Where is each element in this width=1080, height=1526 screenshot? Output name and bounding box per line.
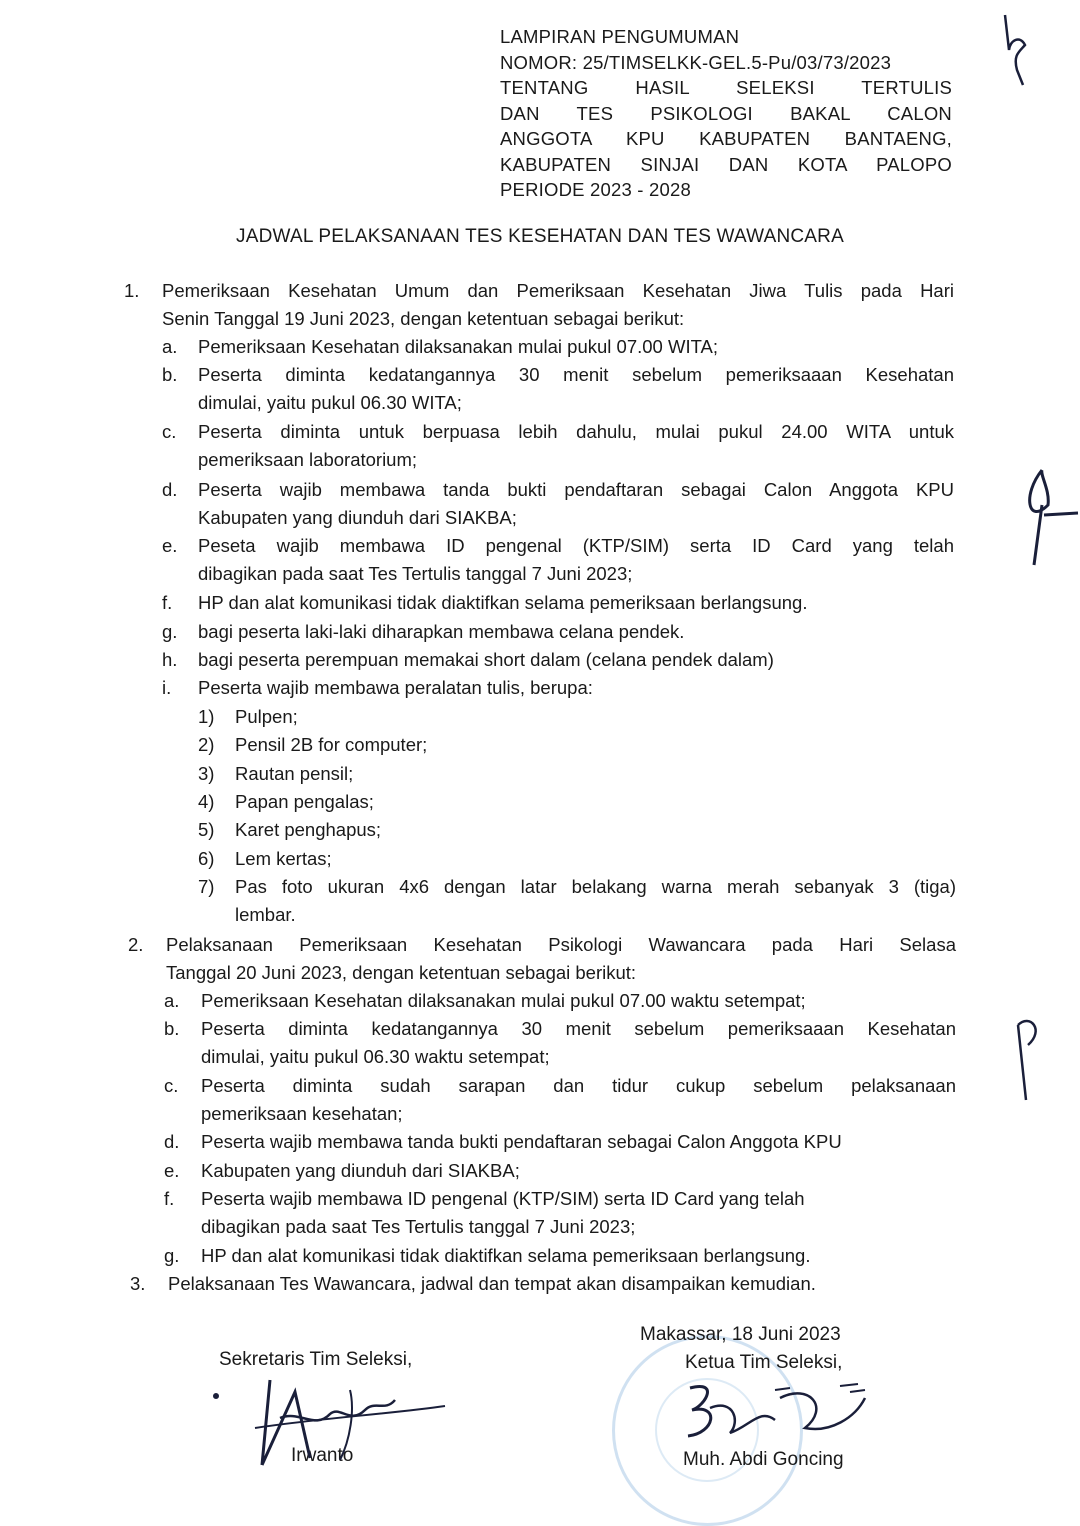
- item-text: HP dan alat komunikasi tidak diaktifkan selama pemeriksaan berlangsung.: [198, 592, 808, 613]
- list-item: [164, 1015, 956, 1071]
- secretary-signature: [200, 1370, 450, 1480]
- item-text: Peserta wajib membawa peralatan tulis, berupa:: [198, 677, 593, 698]
- header-line: ANGGOTA KPU KABUPATEN BANTAENG,: [500, 128, 952, 149]
- item-text: Peserta wajib membawa tanda bukti pendaftaran sebagai Calon Anggota KPU: [198, 479, 954, 500]
- item-text: bagi peserta laki-laki diharapkan membawa celana pendek.: [198, 621, 685, 642]
- item-text: Karet penghapus;: [235, 819, 382, 841]
- item-label: c.: [162, 421, 177, 442]
- section-text: Pelaksanaan Tes Wawancara, jadwal dan tempat akan disampaikan kemudian.: [168, 1273, 816, 1294]
- item-text: lembar.: [235, 903, 296, 925]
- section-text: Pelaksanaan Pemeriksaan Kesehatan Psikologi Wawancara pada Hari Selasa: [166, 934, 956, 955]
- list-item: [162, 418, 954, 474]
- header-line: KABUPATEN SINJAI DAN KOTA PALOPO: [500, 153, 952, 175]
- item-text: bagi peserta perempuan memakai short dalam (celana pendek dalam): [198, 649, 774, 670]
- header-line: TENTANG HASIL SELEKSI TERTULIS: [500, 77, 952, 98]
- announcement-header: [500, 24, 952, 203]
- paraph-mark: [995, 10, 1045, 90]
- chair-name: Muh. Abdi Goncing: [683, 1449, 844, 1470]
- item-label: b.: [164, 1018, 180, 1039]
- place-date: Makassar, 18 Juni 2023: [640, 1324, 841, 1345]
- item-label: c.: [164, 1075, 179, 1096]
- list-item: [164, 1185, 956, 1241]
- list-item: [198, 873, 956, 929]
- item-text: dimulai, yaitu pukul 06.30 WITA;: [198, 392, 462, 413]
- section-text: Senin Tanggal 19 Juni 2023, dengan ketentuan sebagai berikut:: [162, 308, 685, 329]
- item-label: 3): [198, 762, 215, 784]
- chair-title: Ketua Tim Seleksi,: [685, 1352, 843, 1373]
- item-text: Kabupaten yang diunduh dari SIAKBA;: [201, 1160, 520, 1181]
- list-item: [162, 361, 954, 417]
- list-item: [162, 476, 954, 532]
- item-text: Pemeriksaan Kesehatan dilaksanakan mulai pukul 07.00 waktu setempat;: [201, 990, 806, 1011]
- paraph-mark: [1020, 465, 1080, 575]
- item-text: Peserta diminta untuk berpuasa lebih dahulu, mulai pukul 24.00 WITA untuk: [198, 421, 954, 442]
- item-label: g.: [162, 621, 178, 642]
- item-label: e.: [162, 535, 178, 556]
- item-text: Peseta wajib membawa ID pengenal (KTP/SIM) serta ID Card yang telah: [198, 535, 954, 556]
- item-text: Pemeriksaan Kesehatan dilaksanakan mulai pukul 07.00 WITA;: [198, 336, 718, 357]
- section-text: Tanggal 20 Juni 2023, dengan ketentuan sebagai berikut:: [166, 962, 637, 983]
- item-text: Pensil 2B for computer;: [235, 734, 428, 756]
- item-label: a.: [164, 990, 180, 1011]
- header-line: NOMOR: 25/TIMSELKK-GEL.5-Pu/03/73/2023: [500, 51, 892, 73]
- item-label: f.: [164, 1188, 175, 1209]
- secretary-name: Irwanto: [291, 1445, 354, 1466]
- secretary-title: Sekretaris Tim Seleksi,: [219, 1349, 413, 1370]
- item-text: pemeriksaan laboratorium;: [198, 449, 418, 470]
- section-number: 3.: [130, 1273, 146, 1294]
- paraph-mark: [1010, 1015, 1050, 1105]
- item-text: HP dan alat komunikasi tidak diaktifkan selama pemeriksaan berlangsung.: [201, 1245, 811, 1266]
- document-title: JADWAL PELAKSANAAN TES KESEHATAN DAN TES WAWANCARA: [236, 226, 844, 247]
- section-number: 2.: [128, 934, 144, 955]
- item-text: pemeriksaan kesehatan;: [201, 1103, 403, 1124]
- item-label: i.: [162, 677, 172, 698]
- item-text: Peserta wajib membawa tanda bukti pendaftaran sebagai Calon Anggota KPU: [201, 1131, 842, 1152]
- item-label: 7): [198, 875, 215, 897]
- header-line: LAMPIRAN PENGUMUMAN: [500, 26, 740, 47]
- item-text: dibagikan pada saat Tes Tertulis tanggal 7 Juni 2023;: [198, 563, 633, 584]
- chair-signature: [680, 1378, 880, 1448]
- item-label: d.: [164, 1131, 180, 1152]
- item-label: 6): [198, 847, 215, 869]
- header-line: PERIODE 2023 - 2028: [500, 179, 691, 200]
- item-text: Peserta diminta kedatangannya 30 menit sebelum pemeriksaaan Kesehatan: [198, 364, 954, 385]
- item-text: Peserta diminta kedatangannya 30 menit sebelum pemeriksaaan Kesehatan: [201, 1018, 956, 1039]
- item-text: Pulpen;: [235, 706, 298, 727]
- item-text: Kabupaten yang diunduh dari SIAKBA;: [198, 507, 517, 528]
- item-label: e.: [164, 1160, 180, 1181]
- item-text: Peserta wajib membawa ID pengenal (KTP/SIM) serta ID Card yang telah: [201, 1188, 805, 1209]
- item-label: a.: [162, 336, 178, 357]
- item-label: 2): [198, 734, 215, 756]
- list-item: [164, 1072, 956, 1128]
- item-text: Rautan pensil;: [235, 762, 354, 784]
- item-text: Pas foto ukuran 4x6 dengan latar belakang warna merah sebanyak 3 (tiga): [235, 875, 956, 897]
- item-label: 4): [198, 790, 215, 812]
- item-label: f.: [162, 592, 173, 613]
- item-text: Lem kertas;: [235, 847, 332, 869]
- section-text: Pemeriksaan Kesehatan Umum dan Pemeriksaan Kesehatan Jiwa Tulis pada Hari: [162, 280, 954, 301]
- item-text: Peserta diminta sudah sarapan dan tidur cukup sebelum pelaksanaan: [201, 1075, 956, 1096]
- item-label: 1): [198, 706, 215, 727]
- list-item: [162, 532, 954, 588]
- item-text: dibagikan pada saat Tes Tertulis tanggal 7 Juni 2023;: [201, 1216, 636, 1237]
- item-label: g.: [164, 1245, 180, 1266]
- header-line: DAN TES PSIKOLOGI BAKAL CALON: [500, 102, 952, 124]
- item-text: Papan pengalas;: [235, 790, 374, 812]
- item-label: d.: [162, 479, 178, 500]
- item-label: h.: [162, 649, 178, 670]
- item-label: b.: [162, 364, 178, 385]
- item-label: 5): [198, 819, 215, 841]
- item-text: dimulai, yaitu pukul 06.30 waktu setempat;: [201, 1046, 550, 1067]
- section-number: 1.: [124, 280, 140, 301]
